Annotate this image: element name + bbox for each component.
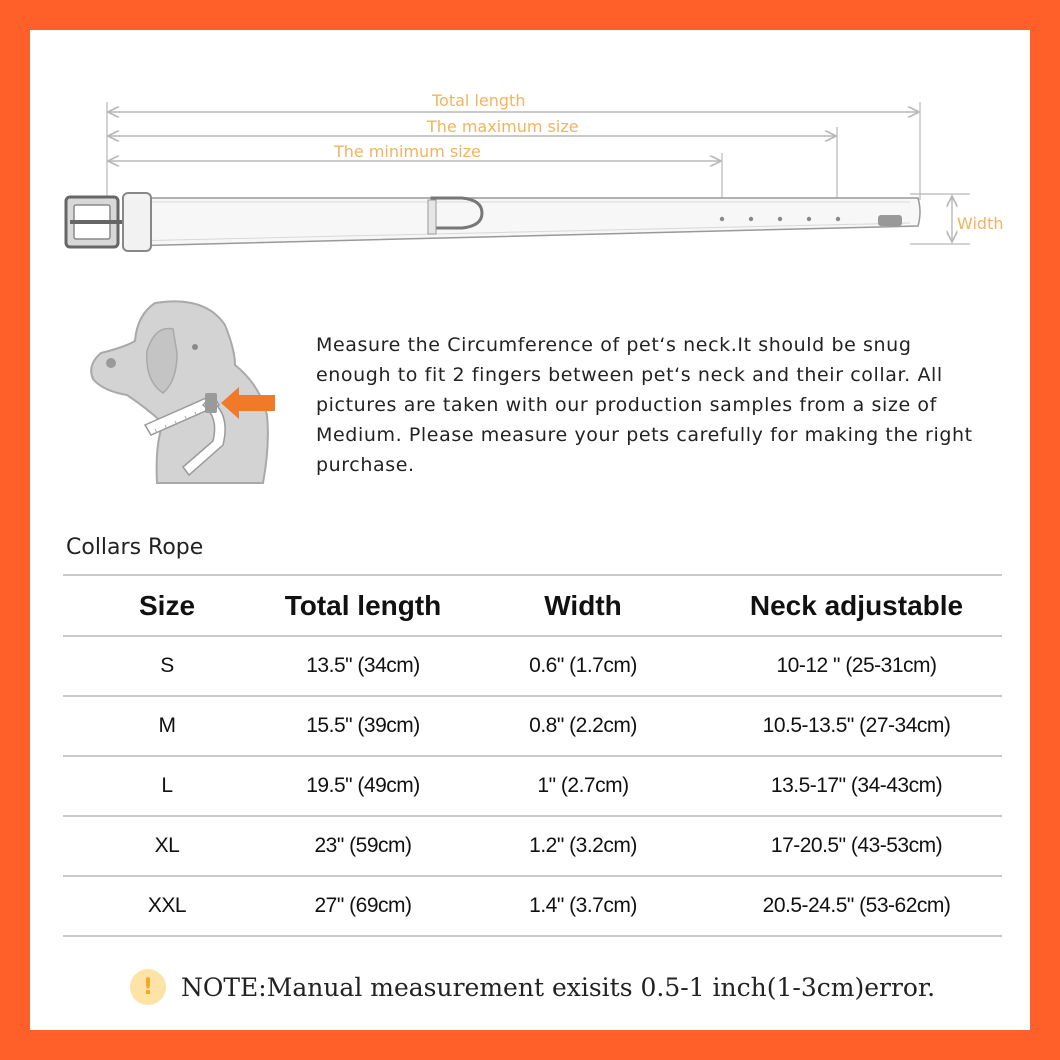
hole [720,217,724,221]
header-neck-adjustable: Neck adjustable [711,575,1002,636]
header-width: Width [455,575,711,636]
measurement-instructions: Measure the Circumference of pet‘s neck.It should be snug enough to fit 2 fingers between pet‘s neck and their collar. All pictures are taken with our production samples from a size of Medium. Please measure your pets carefully for making the right purchase. [316,334,973,476]
cell-width: 1.2" (3.2cm) [455,816,711,876]
cell-neck-adjustable: 10.5-13.5" (27-34cm) [711,696,1002,756]
keeper-loop [123,193,151,251]
size-chart-table [63,574,1002,937]
table-header-row [63,575,1002,636]
cell-width: 0.8" (2.2cm) [455,696,711,756]
cell-size: XXL [63,876,271,936]
cell-width: 0.6" (1.7cm) [455,636,711,696]
dog-head-icon [85,295,275,495]
cell-size: S [63,636,271,696]
warning-icon: ! [130,969,166,1005]
table-row [63,696,1002,756]
cell-total-length: 13.5" (34cm) [271,636,455,696]
cell-neck-adjustable: 17-20.5" (43-53cm) [711,816,1002,876]
hole [807,217,811,221]
size-guide-panel [30,30,1030,1030]
collar-diagram [30,30,1030,290]
cell-width: 1.4" (3.7cm) [455,876,711,936]
hole [749,217,753,221]
maximum-size-label: The maximum size [427,117,579,136]
hole [778,217,782,221]
cell-neck-adjustable: 13.5-17" (34-43cm) [711,756,1002,816]
cell-total-length: 15.5" (39cm) [271,696,455,756]
table-row [63,876,1002,936]
cell-size: XL [63,816,271,876]
header-total-length: Total length [271,575,455,636]
width-label: Width [957,214,1004,233]
cell-width: 1" (2.7cm) [455,756,711,816]
cell-total-length: 19.5" (49cm) [271,756,455,816]
brand-plate [878,215,902,226]
cell-neck-adjustable: 20.5-24.5" (53-62cm) [711,876,1002,936]
collar-illustration [30,30,1030,290]
header-size: Size [63,575,271,636]
total-length-label: Total length [432,91,526,110]
table-row [63,636,1002,696]
cell-size: L [63,756,271,816]
table-title: Collars Rope [66,535,204,560]
note-text: NOTE:Manual measurement exisits 0.5-1 inch(1-3cm)error. [181,972,936,1002]
minimum-size-label: The minimum size [334,142,481,161]
cell-neck-adjustable: 10-12 " (25-31cm) [711,636,1002,696]
measurement-note [130,968,935,1006]
cell-total-length: 23" (59cm) [271,816,455,876]
cell-size: M [63,696,271,756]
cell-total-length: 27" (69cm) [271,876,455,936]
hole [836,217,840,221]
table-row [63,756,1002,816]
table-row [63,816,1002,876]
dog-measuring-illustration [85,295,275,495]
